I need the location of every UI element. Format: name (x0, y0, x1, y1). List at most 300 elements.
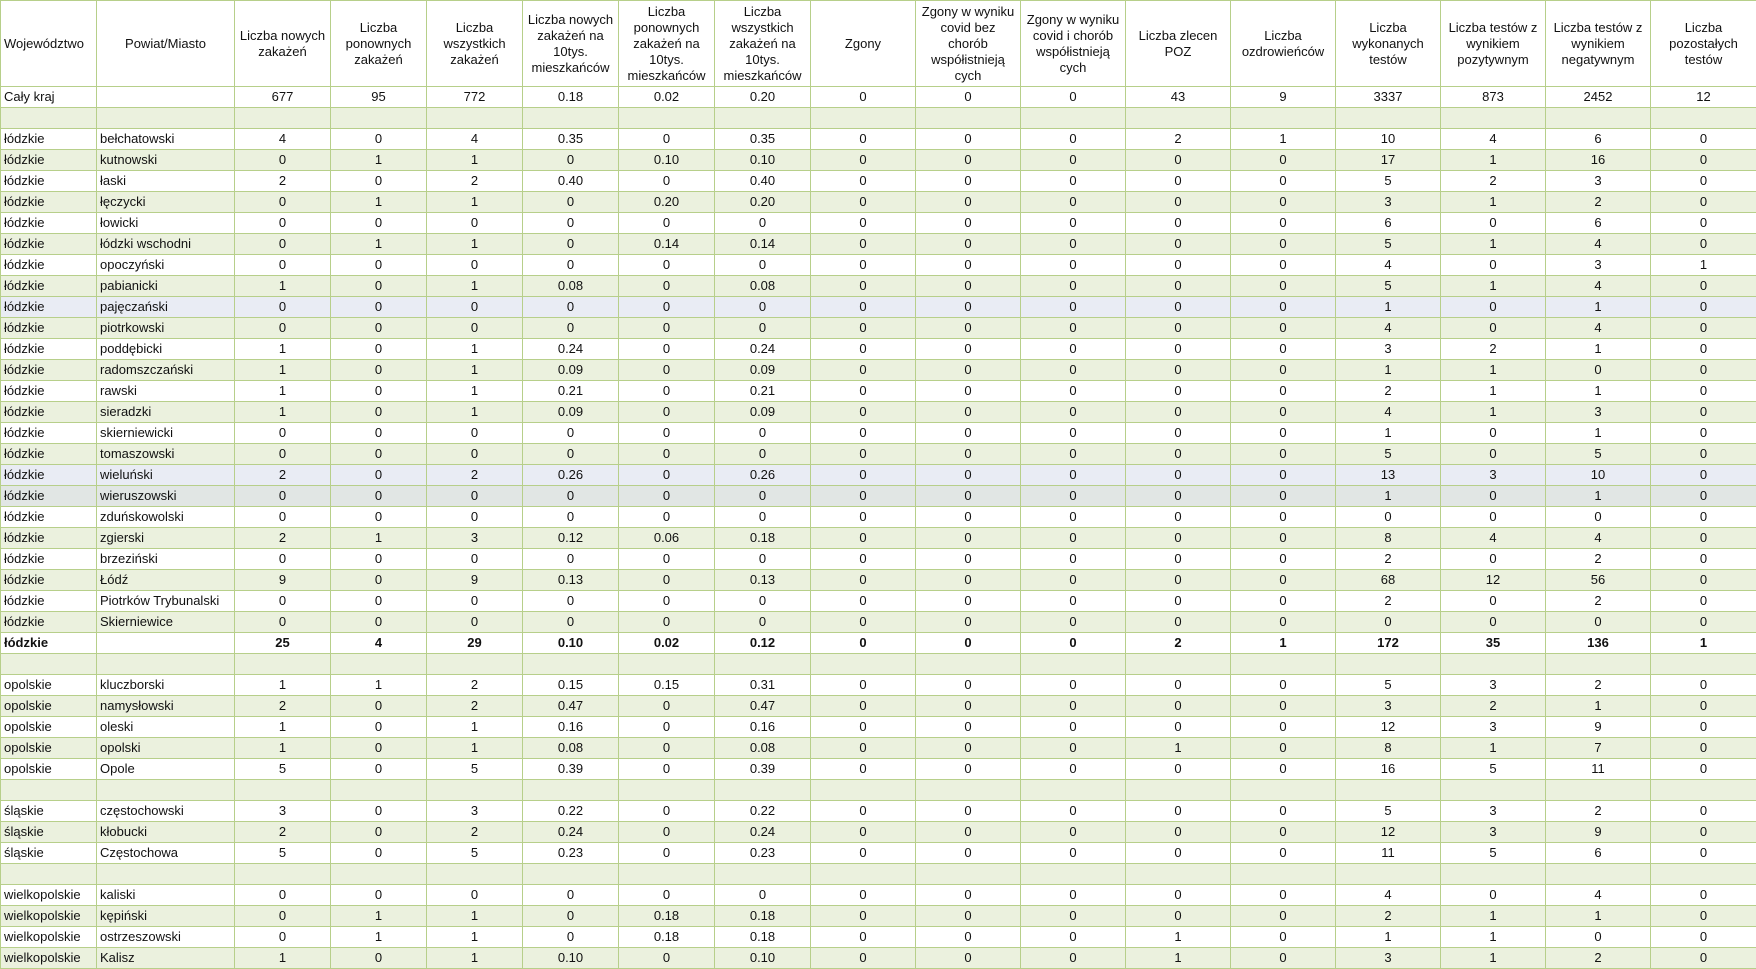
cell-county[interactable]: sieradzki (97, 402, 235, 423)
cell-value[interactable]: 0 (1021, 87, 1126, 108)
cell-value[interactable]: 1 (235, 402, 331, 423)
cell-value[interactable]: 0 (619, 339, 715, 360)
cell-value[interactable]: 2 (1336, 549, 1441, 570)
cell-value[interactable]: 1 (1126, 927, 1231, 948)
cell-county[interactable]: łódzki wschodni (97, 234, 235, 255)
cell-voivodeship[interactable]: opolskie (1, 738, 97, 759)
cell-value[interactable]: 0 (1231, 717, 1336, 738)
cell-value[interactable]: 16 (1546, 150, 1651, 171)
cell-value[interactable] (1231, 864, 1336, 885)
cell-voivodeship[interactable]: śląskie (1, 843, 97, 864)
cell-value[interactable]: 0 (811, 507, 916, 528)
cell-county[interactable]: tomaszowski (97, 444, 235, 465)
cell-value[interactable]: 0 (811, 318, 916, 339)
table-row[interactable] (1, 864, 1756, 885)
cell-county[interactable]: kłobucki (97, 822, 235, 843)
cell-value[interactable]: 0 (1336, 612, 1441, 633)
cell-value[interactable]: 4 (1336, 255, 1441, 276)
cell-value[interactable] (1651, 108, 1756, 129)
table-row[interactable] (1, 255, 1756, 276)
cell-value[interactable]: 0 (715, 612, 811, 633)
cell-value[interactable]: 1 (1546, 339, 1651, 360)
cell-value[interactable]: 0 (1126, 192, 1231, 213)
cell-value[interactable]: 0.20 (715, 192, 811, 213)
cell-county[interactable]: Łódź (97, 570, 235, 591)
table-row[interactable] (1, 507, 1756, 528)
cell-value[interactable]: 0 (1651, 129, 1756, 150)
cell-value[interactable]: 0 (235, 591, 331, 612)
cell-value[interactable] (1231, 654, 1336, 675)
cell-value[interactable]: 0 (1651, 486, 1756, 507)
cell-value[interactable]: 0 (916, 906, 1021, 927)
cell-value[interactable]: 0 (331, 612, 427, 633)
cell-value[interactable]: 1 (427, 339, 523, 360)
cell-county[interactable]: wieruszowski (97, 486, 235, 507)
cell-value[interactable]: 5 (1336, 171, 1441, 192)
table-row[interactable] (1, 780, 1756, 801)
cell-value[interactable]: 0 (1021, 129, 1126, 150)
cell-value[interactable]: 0.18 (715, 927, 811, 948)
cell-value[interactable]: 0 (811, 570, 916, 591)
cell-value[interactable]: 0 (1231, 444, 1336, 465)
cell-value[interactable] (916, 864, 1021, 885)
cell-value[interactable]: 0 (811, 633, 916, 654)
cell-value[interactable]: 0 (916, 570, 1021, 591)
cell-value[interactable]: 3 (1336, 192, 1441, 213)
cell-voivodeship[interactable]: łódzkie (1, 549, 97, 570)
cell-value[interactable]: 0 (1231, 402, 1336, 423)
cell-value[interactable]: 0 (331, 885, 427, 906)
cell-value[interactable]: 0 (1231, 276, 1336, 297)
cell-value[interactable]: 0 (811, 360, 916, 381)
cell-value[interactable]: 0.13 (715, 570, 811, 591)
cell-county[interactable]: Piotrków Trybunalski (97, 591, 235, 612)
table-row[interactable] (1, 171, 1756, 192)
table-row[interactable] (1, 885, 1756, 906)
cell-voivodeship[interactable]: łódzkie (1, 171, 97, 192)
cell-value[interactable]: 0 (1126, 528, 1231, 549)
cell-value[interactable] (523, 108, 619, 129)
cell-value[interactable]: 0 (916, 822, 1021, 843)
cell-value[interactable]: 0 (811, 423, 916, 444)
cell-value[interactable]: 0 (1231, 612, 1336, 633)
cell-value[interactable] (427, 108, 523, 129)
cell-value[interactable]: 0 (916, 276, 1021, 297)
cell-value[interactable]: 2 (427, 675, 523, 696)
cell-voivodeship[interactable] (1, 654, 97, 675)
cell-value[interactable]: 0 (619, 129, 715, 150)
cell-value[interactable] (427, 654, 523, 675)
cell-value[interactable] (916, 108, 1021, 129)
cell-value[interactable]: 0 (1651, 696, 1756, 717)
cell-value[interactable]: 6 (1546, 843, 1651, 864)
cell-value[interactable]: 0 (619, 318, 715, 339)
cell-county[interactable] (97, 864, 235, 885)
cell-value[interactable]: 0 (811, 906, 916, 927)
cell-value[interactable]: 0 (1126, 255, 1231, 276)
cell-value[interactable]: 0 (1021, 297, 1126, 318)
cell-value[interactable]: 0 (1441, 297, 1546, 318)
cell-value[interactable]: 4 (1546, 276, 1651, 297)
cell-value[interactable]: 0 (1021, 927, 1126, 948)
cell-value[interactable]: 8 (1336, 528, 1441, 549)
cell-value[interactable]: 0 (1651, 591, 1756, 612)
cell-value[interactable]: 0 (916, 507, 1021, 528)
cell-value[interactable]: 2 (1441, 696, 1546, 717)
cell-value[interactable]: 0 (916, 213, 1021, 234)
cell-value[interactable]: 0 (1546, 507, 1651, 528)
cell-voivodeship[interactable]: łódzkie (1, 381, 97, 402)
cell-value[interactable] (916, 654, 1021, 675)
cell-value[interactable]: 0.12 (715, 633, 811, 654)
cell-value[interactable]: 0 (235, 885, 331, 906)
cell-value[interactable]: 1 (1336, 927, 1441, 948)
cell-value[interactable]: 0 (1651, 612, 1756, 633)
cell-value[interactable]: 0 (619, 717, 715, 738)
cell-value[interactable]: 0 (1126, 234, 1231, 255)
cell-value[interactable]: 0 (811, 738, 916, 759)
cell-value[interactable]: 3 (1441, 801, 1546, 822)
cell-value[interactable]: 0 (523, 192, 619, 213)
cell-value[interactable]: 1 (1336, 486, 1441, 507)
cell-value[interactable]: 4 (1336, 402, 1441, 423)
cell-value[interactable]: 16 (1336, 759, 1441, 780)
cell-county[interactable] (97, 87, 235, 108)
cell-value[interactable] (235, 864, 331, 885)
cell-value[interactable]: 0 (1021, 885, 1126, 906)
cell-value[interactable]: 0 (1231, 906, 1336, 927)
cell-value[interactable]: 1 (1231, 129, 1336, 150)
cell-value[interactable]: 2 (1546, 549, 1651, 570)
cell-value[interactable]: 2 (1546, 948, 1651, 969)
table-row[interactable] (1, 696, 1756, 717)
cell-value[interactable]: 0 (1126, 696, 1231, 717)
cell-value[interactable]: 0 (1021, 738, 1126, 759)
cell-value[interactable]: 0 (916, 465, 1021, 486)
table-row[interactable] (1, 360, 1756, 381)
cell-value[interactable]: 0 (916, 255, 1021, 276)
cell-value[interactable]: 0.08 (715, 738, 811, 759)
cell-value[interactable]: 0 (1651, 276, 1756, 297)
cell-value[interactable]: 0 (1126, 717, 1231, 738)
cell-voivodeship[interactable]: łódzkie (1, 570, 97, 591)
cell-county[interactable] (97, 108, 235, 129)
cell-voivodeship[interactable]: opolskie (1, 759, 97, 780)
cell-value[interactable]: 0 (916, 801, 1021, 822)
cell-value[interactable]: 0 (1651, 738, 1756, 759)
cell-value[interactable]: 0 (619, 486, 715, 507)
cell-value[interactable]: 0 (811, 381, 916, 402)
cell-value[interactable]: 0 (1651, 171, 1756, 192)
cell-value[interactable]: 0 (811, 87, 916, 108)
cell-value[interactable]: 0 (619, 759, 715, 780)
cell-county[interactable]: łęczycki (97, 192, 235, 213)
cell-value[interactable]: 0 (1021, 486, 1126, 507)
cell-value[interactable]: 0.10 (715, 150, 811, 171)
cell-value[interactable]: 4 (235, 129, 331, 150)
cell-voivodeship[interactable]: łódzkie (1, 591, 97, 612)
cell-value[interactable] (1651, 864, 1756, 885)
cell-value[interactable]: 29 (427, 633, 523, 654)
table-row[interactable] (1, 423, 1756, 444)
cell-value[interactable]: 0 (331, 696, 427, 717)
cell-value[interactable]: 3 (1441, 675, 1546, 696)
cell-value[interactable]: 0 (235, 423, 331, 444)
cell-value[interactable]: 0 (523, 255, 619, 276)
cell-value[interactable] (523, 864, 619, 885)
cell-value[interactable]: 0 (331, 549, 427, 570)
cell-value[interactable]: 0 (916, 948, 1021, 969)
cell-value[interactable] (1336, 780, 1441, 801)
cell-value[interactable]: 0 (1021, 675, 1126, 696)
cell-value[interactable]: 0.16 (715, 717, 811, 738)
cell-value[interactable]: 0 (1126, 591, 1231, 612)
cell-county[interactable]: kępiński (97, 906, 235, 927)
cell-value[interactable]: 0 (1126, 570, 1231, 591)
cell-value[interactable]: 0 (619, 276, 715, 297)
cell-value[interactable]: 2 (1126, 633, 1231, 654)
cell-value[interactable]: 0 (1126, 297, 1231, 318)
cell-value[interactable]: 1 (1441, 360, 1546, 381)
cell-value[interactable]: 7 (1546, 738, 1651, 759)
cell-value[interactable]: 0 (427, 423, 523, 444)
cell-value[interactable]: 0 (1126, 423, 1231, 444)
cell-county[interactable]: pajęczański (97, 297, 235, 318)
cell-value[interactable]: 1 (1441, 927, 1546, 948)
cell-value[interactable]: 0 (1441, 255, 1546, 276)
cell-value[interactable]: 0 (1021, 528, 1126, 549)
cell-value[interactable]: 0 (331, 360, 427, 381)
cell-value[interactable]: 0 (1231, 150, 1336, 171)
cell-value[interactable]: 0 (916, 129, 1021, 150)
cell-voivodeship[interactable]: łódzkie (1, 360, 97, 381)
cell-value[interactable] (1231, 108, 1336, 129)
column-header[interactable]: Liczba nowych zakażeń na 10tys. mieszkańców (523, 1, 619, 87)
cell-value[interactable]: 6 (1546, 213, 1651, 234)
cell-value[interactable]: 0 (619, 591, 715, 612)
cell-value[interactable]: 0 (1231, 234, 1336, 255)
cell-value[interactable]: 0 (331, 486, 427, 507)
cell-voivodeship[interactable]: łódzkie (1, 423, 97, 444)
cell-value[interactable]: 0 (619, 843, 715, 864)
cell-value[interactable]: 0 (811, 948, 916, 969)
cell-value[interactable]: 0.40 (523, 171, 619, 192)
cell-value[interactable]: 0 (916, 486, 1021, 507)
cell-value[interactable]: 0 (916, 381, 1021, 402)
cell-value[interactable] (235, 780, 331, 801)
cell-value[interactable]: 0 (1231, 465, 1336, 486)
cell-value[interactable]: 0 (1651, 150, 1756, 171)
cell-county[interactable]: Kalisz (97, 948, 235, 969)
cell-value[interactable] (1021, 654, 1126, 675)
cell-value[interactable]: 0 (1231, 213, 1336, 234)
cell-value[interactable]: 0 (523, 591, 619, 612)
cell-value[interactable]: 5 (1546, 444, 1651, 465)
cell-voivodeship[interactable]: łódzkie (1, 192, 97, 213)
column-header[interactable]: Liczba ponownych zakażeń na 10tys. mieszkańców (619, 1, 715, 87)
cell-value[interactable]: 0.20 (619, 192, 715, 213)
cell-value[interactable]: 4 (1336, 318, 1441, 339)
cell-value[interactable]: 2 (1126, 129, 1231, 150)
cell-value[interactable]: 8 (1336, 738, 1441, 759)
cell-voivodeship[interactable]: łódzkie (1, 339, 97, 360)
cell-value[interactable]: 0 (1126, 318, 1231, 339)
cell-value[interactable]: 0 (811, 885, 916, 906)
cell-voivodeship[interactable]: łódzkie (1, 318, 97, 339)
table-row[interactable] (1, 192, 1756, 213)
cell-value[interactable]: 0.40 (715, 171, 811, 192)
cell-value[interactable]: 12 (1336, 717, 1441, 738)
cell-value[interactable]: 0 (1126, 444, 1231, 465)
cell-value[interactable]: 5 (1336, 444, 1441, 465)
cell-value[interactable]: 3 (1441, 465, 1546, 486)
cell-value[interactable]: 1 (1546, 423, 1651, 444)
cell-value[interactable]: 0 (1651, 423, 1756, 444)
cell-value[interactable]: 0 (811, 213, 916, 234)
cell-value[interactable]: 1 (427, 234, 523, 255)
cell-value[interactable]: 0.23 (523, 843, 619, 864)
cell-value[interactable]: 1 (1441, 906, 1546, 927)
cell-value[interactable]: 0.18 (523, 87, 619, 108)
cell-value[interactable]: 0 (811, 927, 916, 948)
cell-voivodeship[interactable]: opolskie (1, 675, 97, 696)
cell-value[interactable]: 0 (331, 297, 427, 318)
cell-value[interactable]: 35 (1441, 633, 1546, 654)
cell-value[interactable]: 0 (1546, 360, 1651, 381)
cell-value[interactable]: 0 (619, 297, 715, 318)
cell-value[interactable]: 1 (1651, 255, 1756, 276)
cell-value[interactable]: 1 (1441, 381, 1546, 402)
cell-value[interactable] (1336, 864, 1441, 885)
cell-value[interactable]: 0.24 (523, 339, 619, 360)
cell-value[interactable]: 0 (916, 738, 1021, 759)
cell-value[interactable]: 0 (331, 570, 427, 591)
cell-value[interactable] (1126, 864, 1231, 885)
cell-value[interactable]: 0 (1021, 360, 1126, 381)
cell-value[interactable]: 0 (331, 822, 427, 843)
cell-value[interactable]: 3 (427, 528, 523, 549)
cell-value[interactable]: 1 (331, 906, 427, 927)
cell-value[interactable]: 0 (811, 717, 916, 738)
cell-county[interactable]: opoczyński (97, 255, 235, 276)
cell-value[interactable]: 0.08 (715, 276, 811, 297)
cell-county[interactable]: skierniewicki (97, 423, 235, 444)
cell-value[interactable]: 0 (1441, 885, 1546, 906)
table-row[interactable] (1, 549, 1756, 570)
cell-value[interactable]: 0.13 (523, 570, 619, 591)
cell-value[interactable]: 0 (715, 213, 811, 234)
cell-value[interactable]: 0 (619, 885, 715, 906)
cell-value[interactable]: 0 (715, 591, 811, 612)
cell-voivodeship[interactable]: opolskie (1, 717, 97, 738)
cell-value[interactable]: 0 (619, 948, 715, 969)
cell-value[interactable]: 0 (1126, 906, 1231, 927)
cell-value[interactable]: 0 (1651, 801, 1756, 822)
cell-value[interactable]: 0 (811, 234, 916, 255)
cell-value[interactable]: 0 (1651, 759, 1756, 780)
cell-value[interactable]: 0 (1126, 402, 1231, 423)
cell-value[interactable]: 0.18 (715, 528, 811, 549)
cell-value[interactable]: 0 (1021, 444, 1126, 465)
cell-value[interactable]: 0 (331, 339, 427, 360)
cell-value[interactable]: 2 (1546, 192, 1651, 213)
cell-value[interactable]: 1 (427, 927, 523, 948)
cell-value[interactable]: 0 (811, 255, 916, 276)
cell-value[interactable]: 0 (427, 297, 523, 318)
cell-value[interactable]: 1 (331, 927, 427, 948)
cell-value[interactable]: 0 (1231, 171, 1336, 192)
cell-value[interactable]: 5 (235, 843, 331, 864)
cell-value[interactable]: 0.08 (523, 738, 619, 759)
cell-value[interactable]: 0 (1651, 528, 1756, 549)
cell-value[interactable]: 0.14 (619, 234, 715, 255)
column-header[interactable]: Liczba pozostałych testów (1651, 1, 1756, 87)
cell-value[interactable]: 0 (916, 234, 1021, 255)
cell-value[interactable]: 3 (1336, 339, 1441, 360)
cell-value[interactable]: 1 (427, 906, 523, 927)
cell-value[interactable]: 1 (1441, 948, 1546, 969)
cell-value[interactable]: 0 (1126, 675, 1231, 696)
cell-value[interactable]: 9 (427, 570, 523, 591)
cell-value[interactable]: 17 (1336, 150, 1441, 171)
cell-value[interactable]: 0 (331, 591, 427, 612)
cell-value[interactable]: 0 (523, 612, 619, 633)
cell-value[interactable]: 0 (916, 549, 1021, 570)
table-row[interactable] (1, 591, 1756, 612)
cell-value[interactable]: 0 (523, 507, 619, 528)
cell-value[interactable]: 0 (916, 696, 1021, 717)
table-row[interactable] (1, 318, 1756, 339)
cell-value[interactable]: 3 (1441, 822, 1546, 843)
cell-value[interactable]: 2 (1546, 591, 1651, 612)
cell-county[interactable]: oleski (97, 717, 235, 738)
cell-value[interactable]: 0 (715, 444, 811, 465)
cell-value[interactable]: 0 (1021, 633, 1126, 654)
cell-value[interactable]: 12 (1441, 570, 1546, 591)
table-row[interactable] (1, 297, 1756, 318)
cell-value[interactable]: 2 (1546, 675, 1651, 696)
cell-value[interactable]: 0 (1231, 339, 1336, 360)
cell-value[interactable]: 0 (811, 171, 916, 192)
cell-value[interactable]: 0 (1231, 423, 1336, 444)
cell-value[interactable]: 4 (1441, 528, 1546, 549)
cell-value[interactable] (331, 864, 427, 885)
cell-value[interactable]: 0 (619, 507, 715, 528)
cell-value[interactable]: 0 (1021, 234, 1126, 255)
cell-value[interactable]: 0 (1231, 486, 1336, 507)
cell-value[interactable]: 1 (427, 381, 523, 402)
cell-value[interactable]: 2 (1336, 591, 1441, 612)
cell-value[interactable]: 0 (1021, 612, 1126, 633)
cell-value[interactable]: 0 (1651, 570, 1756, 591)
cell-county[interactable]: bełchatowski (97, 129, 235, 150)
cell-value[interactable]: 0 (1021, 843, 1126, 864)
cell-value[interactable] (1546, 108, 1651, 129)
cell-value[interactable]: 0.24 (715, 339, 811, 360)
cell-value[interactable]: 0.02 (619, 87, 715, 108)
cell-value[interactable]: 1 (331, 234, 427, 255)
cell-value[interactable]: 3 (427, 801, 523, 822)
cell-value[interactable]: 0 (619, 696, 715, 717)
cell-value[interactable]: 0.20 (715, 87, 811, 108)
cell-value[interactable]: 0 (331, 843, 427, 864)
cell-value[interactable]: 0 (235, 192, 331, 213)
cell-value[interactable]: 1 (235, 381, 331, 402)
cell-value[interactable]: 0 (1021, 402, 1126, 423)
cell-value[interactable]: 0 (235, 318, 331, 339)
cell-value[interactable]: 0 (427, 549, 523, 570)
cell-value[interactable] (235, 108, 331, 129)
